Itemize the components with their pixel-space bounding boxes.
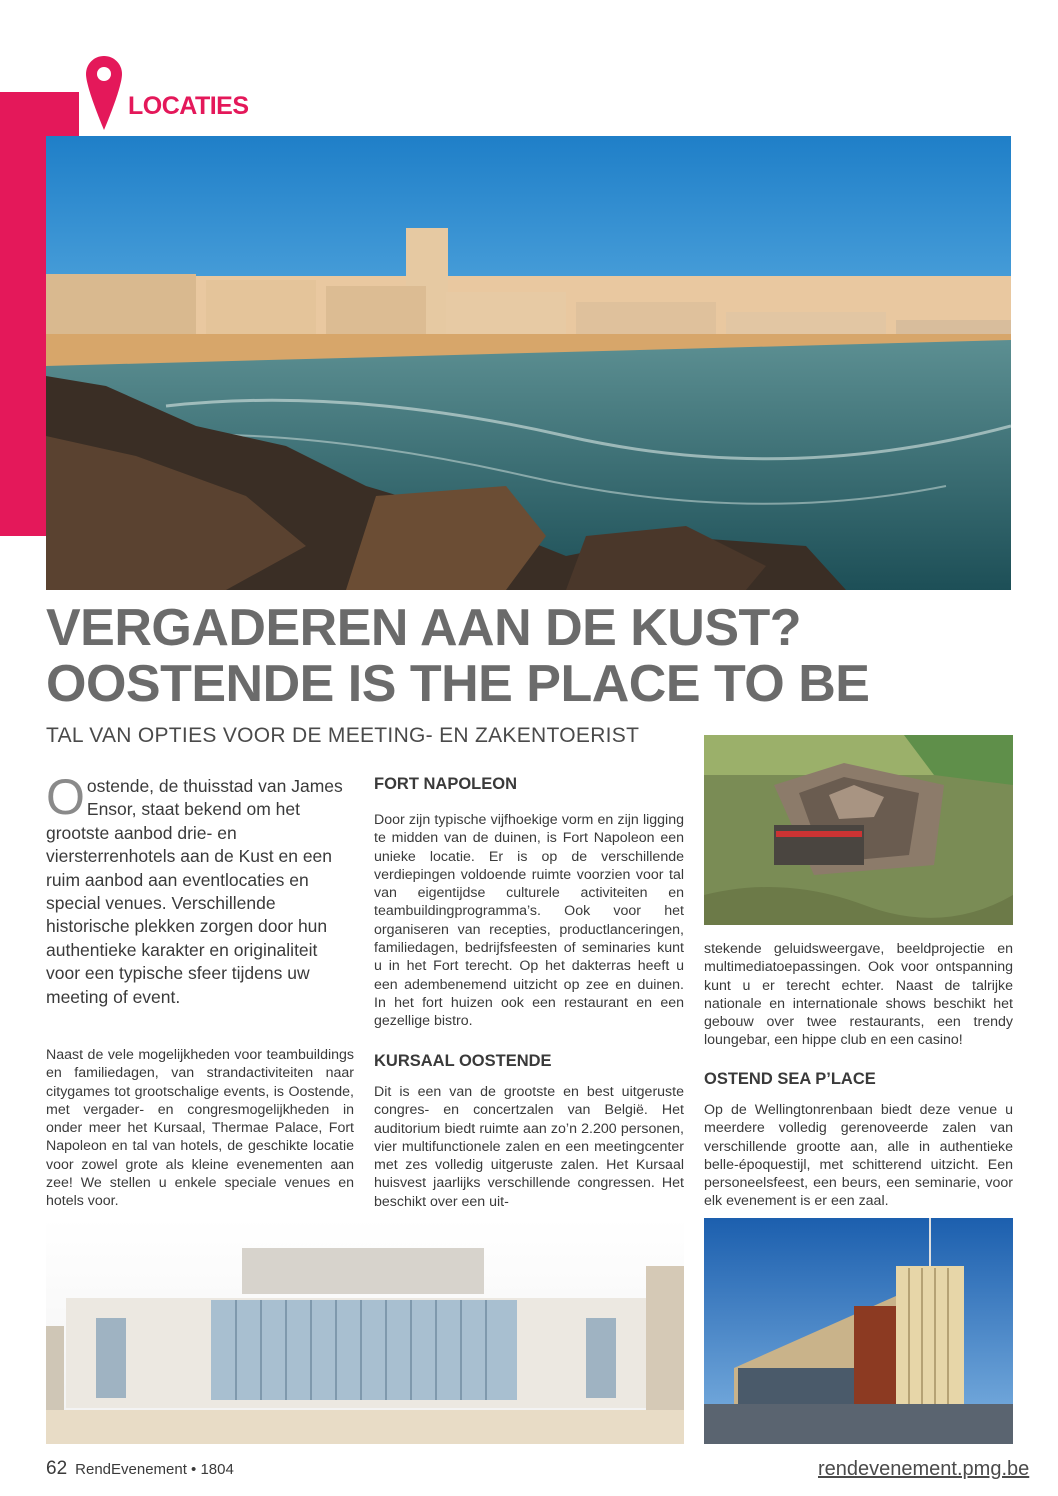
kursaal-heading: KURSAAL OOSTENDE [374, 1052, 552, 1070]
seaplace-heading: OSTEND SEA P’LACE [704, 1070, 876, 1088]
section-label: LOCATIES [128, 92, 249, 120]
ostend-sea-place-photo [704, 1218, 1013, 1444]
title-line-1: VERGADEREN AAN DE KUST? [46, 599, 802, 657]
article-subtitle: TAL VAN OPTIES VOOR DE MEETING- EN ZAKENTOERIST [46, 724, 640, 747]
page-number: 62 [46, 1458, 68, 1479]
fort-text: Door zijn typische vijfhoekige vorm en zijn ligging te midden van de duinen, is Fort Napoleon een unieke locatie. Er is op de verschillende verdiepingen voldoende ruimte voorzien voor tal van eigentijdse culturele activiteiten en teambuildingprogramma’s. Ook voor het organiseren van recepties, productlanceringen, familiedagen, bedrijfsfeesten of seminaries kunt u in het Fort terecht. Op het dakterras heeft u een adembenemend uitzicht op zee en duinen. In het fort huizen ook een restaurant en een gezellige bistro. [374, 812, 684, 1030]
kursaal-text-continued: stekende geluidsweergave, beeldprojectie en multimediatoepassingen. Ook voor ontspanning kunt u er terecht echter. Naast de talrijke nationale en internationale shows beschikt het gebouw over twee restaurants, een trendy loungebar, een hippe club en een casino! [704, 941, 1013, 1049]
fort-heading: FORT NAPOLEON [374, 775, 517, 793]
kursaal-photo [46, 1218, 684, 1444]
lead-text: ostende, de thuisstad van James Ensor, staat bekend om het grootste aanbod drie- en viersterrenhotels aan de Kust en een ruim aanbod aan eventlocaties en special venues. Verschillende historische plekken zorgen door hun authentieke karakter en originaliteit voor een typische sfeer tijdens uw meeting of event. [46, 776, 343, 1007]
kursaal-text: Dit is een van de grootste en best uitgeruste congres- en concertzalen van België. Het auditorium biedt ruimte aan zo’n 2.200 personen, vier multifunctionele zalen en een meetingcenter met zes volledig uitgeruste zalen. Het Kursaal huisvest jaarlijks verschillende congressen. Het beschikt over een uit- [374, 1084, 684, 1210]
footer-left [46, 1458, 234, 1480]
hero-photo-oostende-beach [46, 136, 1011, 590]
lead-paragraph [46, 769, 356, 1009]
fort-napoleon-photo [704, 735, 1013, 925]
magazine-issue: RendEvenement • 1804 [75, 1461, 234, 1478]
drop-cap: O [46, 769, 85, 825]
article-title [46, 600, 1026, 712]
seaplace-text: Op de Wellingtonrenbaan biedt deze venue u meerdere volledig gerenoveerde zalen van verschillende grootte aan, alle in authentieke belle-époquestijl, met schitterend uitzicht. Een personeelsfeest, een beurs, een seminarie, voor elk evenement is er een zaal. [704, 1102, 1013, 1210]
title-line-2: OOSTENDE IS THE PLACE TO BE [46, 655, 870, 713]
website-link[interactable]: rendevenement.pmg.be [818, 1458, 1030, 1480]
location-pin-icon [86, 56, 122, 130]
intro-paragraph: Naast de vele mogelijkheden voor teambuildings en familiedagen, van strandactiviteiten naar citygames tot grootschalige events, is Oostende, met vergader- en congresmogelijkheden in onder meer het Kursaal, Thermae Palace, Fort Napoleon en tal van hotels, de geschikte locatie voor zowel grote als kleine evenementen aan zee! We stellen u enkele speciale venues en hotels voor. [46, 1047, 354, 1210]
